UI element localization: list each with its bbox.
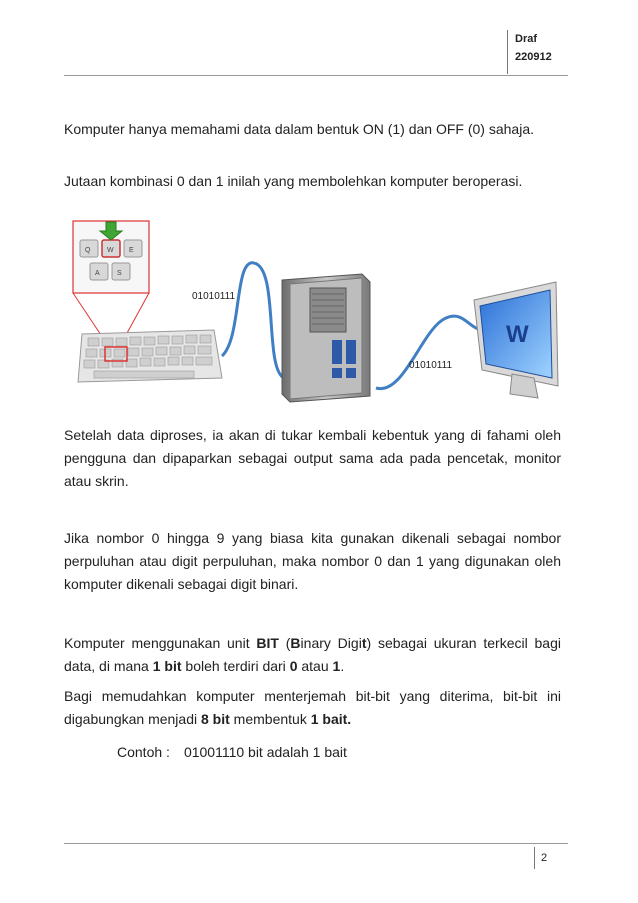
example-value: 01001110 bit adalah 1 bait — [183, 744, 347, 760]
data-flow-figure — [64, 218, 564, 410]
key-s: S — [117, 270, 122, 277]
p6-text-a: Bagi memudahkan komputer menterjemah bit-bit yang diterima, bit-bit ini digabungkan menjadi — [64, 688, 561, 727]
paragraph-3: Setelah data diproses, ia akan di tukar kembali kebentuk yang di fahami oleh pengguna dan dipaparkan sebagai output sama ada pada pencetak, monitor atau skrin. — [64, 427, 561, 489]
data-flow-illustration — [64, 218, 564, 410]
p5-t-letter: t — [361, 635, 367, 651]
computer-tower-icon — [282, 274, 370, 402]
draft-label: Draf — [515, 33, 538, 45]
binary-label-input: 01010111 — [192, 291, 236, 302]
paragraph-1: Komputer hanya memahami data dalam bentuk ON (1) dan OFF (0) sahaja. — [64, 121, 534, 137]
page-number: 2 — [534, 847, 547, 869]
paragraph-6 — [64, 685, 561, 731]
p5-one-bit: 1 bit — [152, 658, 182, 674]
example-label: Contoh : — [117, 744, 170, 760]
monitor-icon — [474, 282, 558, 398]
cable-pc-to-monitor — [376, 316, 484, 389]
p5-text-d: boleh terdiri dari — [181, 658, 290, 674]
keyboard-zoom-icon — [73, 221, 149, 344]
key-w: W — [107, 247, 114, 254]
key-q: Q — [85, 247, 91, 254]
key-a: A — [95, 270, 100, 277]
p5-zero: 0 — [289, 658, 298, 674]
paragraph-4: Jika nombor 0 hingga 9 yang biasa kita gunakan dikenali sebagai nombor perpuluhan atau digit perpuluhan, maka nombor 0 dan 1 yang digunakan oleh komputer dikenali sebagai digit binari. — [64, 530, 561, 592]
cable-keyboard-to-pc — [222, 263, 284, 378]
example-line — [117, 741, 347, 764]
p5-b-letter: B — [290, 635, 301, 651]
p5-inary: inary Digi — [300, 635, 362, 651]
p6-one-byte: 1 bait. — [310, 711, 352, 727]
p5-text-a: Komputer menggunakan unit — [64, 635, 257, 651]
paragraph-2: Jutaan kombinasi 0 dan 1 inilah yang membolehkan komputer beroperasi. — [64, 173, 523, 189]
p5-text-f: . — [340, 658, 345, 674]
p5-text-c: ) sebagai ukuran terkecil bagi data, di mana — [64, 635, 561, 674]
p5-text-b: ( — [278, 635, 291, 651]
paragraph-5 — [64, 632, 561, 678]
monitor-letter: W — [506, 321, 529, 348]
p5-bit-term: BIT — [256, 635, 279, 651]
footer-divider — [64, 843, 568, 844]
p6-eight-bit: 8 bit — [201, 711, 230, 727]
p6-text-b: membentuk — [229, 711, 311, 727]
key-e: E — [129, 247, 134, 254]
draft-header — [507, 30, 575, 74]
keyboard-icon — [78, 330, 222, 382]
header-divider — [64, 75, 568, 76]
draft-date: 220912 — [515, 51, 552, 63]
binary-label-output: 01010111 — [409, 360, 453, 371]
p5-text-e: atau — [297, 658, 333, 674]
p5-one: 1 — [332, 658, 341, 674]
